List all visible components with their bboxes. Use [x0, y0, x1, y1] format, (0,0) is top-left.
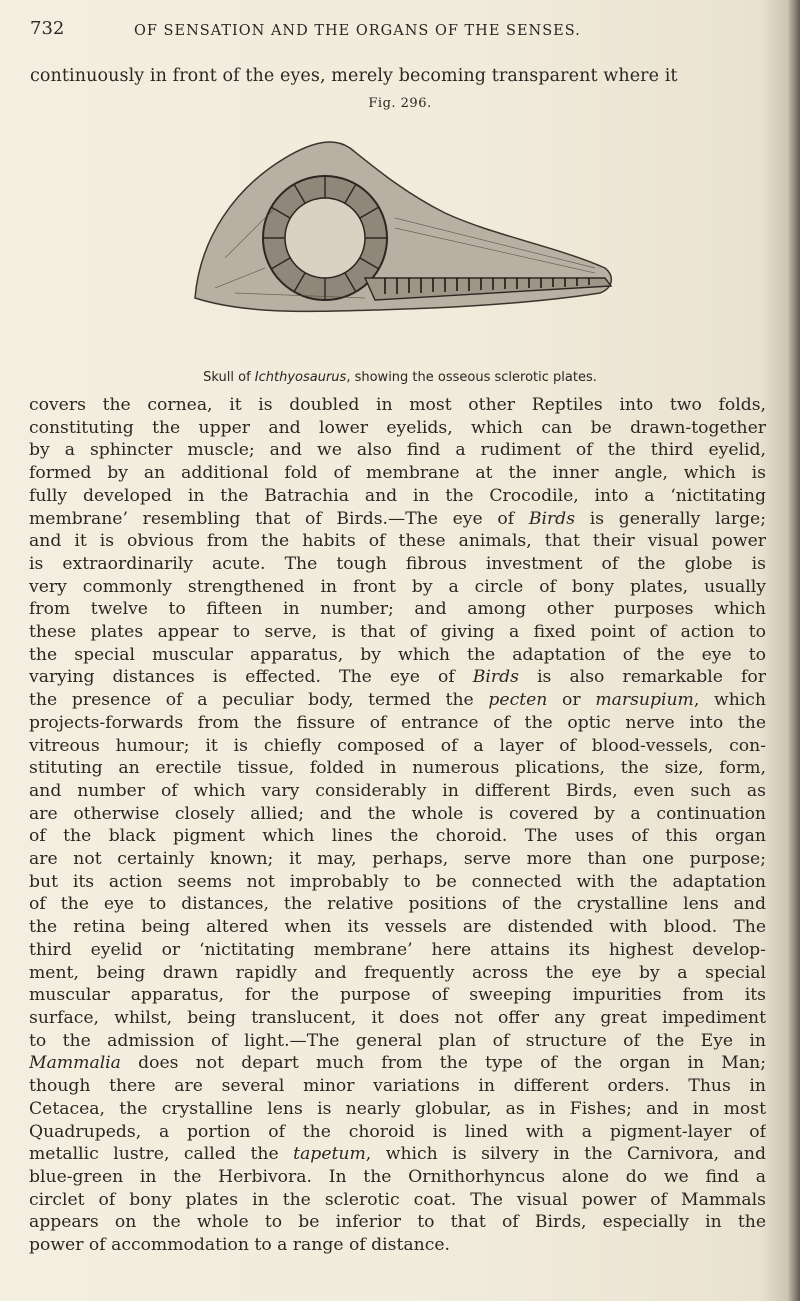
page-number: 732 — [30, 18, 65, 39]
caption-taxon: Ichthyosaurus — [254, 370, 347, 385]
text-line: and it is obvious from the habits of these animals, that their visual power — [29, 531, 766, 552]
text-line: Cetacea, the crystalline lens is nearly globular, as in Fishes; and in most — [29, 1098, 766, 1119]
text-line: though there are several minor variations in different orders. Thus in — [29, 1076, 766, 1097]
text-line: muscular apparatus, for the purpose of sweeping impurities from its — [29, 985, 766, 1006]
text-line: covers the cornea, it is doubled in most other Reptiles into two folds, — [29, 395, 766, 415]
text-line: is extraordinarily acute. The tough fibrous investment of the globe is — [29, 553, 766, 574]
text-line: the retina being altered when its vessels are distended with blood. The — [29, 917, 766, 938]
figure-label: Fig. 296. — [368, 96, 432, 111]
text-line: surface, whilst, being translucent, it does not offer any great impediment — [29, 1007, 766, 1028]
text-line: membrane’ resembling that of Birds.—The eye of Birds is generally large; — [29, 508, 766, 529]
text-line: are not certainly known; it may, perhaps, serve more than one purpose; — [29, 849, 766, 870]
text-line: formed by an additional fold of membrane at the inner angle, which is — [29, 463, 766, 484]
caption-suffix: , showing the osseous sclerotic plates. — [346, 370, 597, 385]
text-line: third eyelid or ‘nictitating membrane’ here attains its highest develop- — [29, 939, 766, 960]
text-line: power of accommodation to a range of distance. — [29, 1235, 450, 1256]
text-line: projects-forwards from the fissure of entrance of the optic nerve into the — [29, 712, 766, 733]
text-line: stituting an erectile tissue, folded in numerous plications, the size, form, — [29, 758, 766, 779]
figure-caption — [0, 370, 800, 385]
text-line: but its action seems not improbably to be connected with the adaptation — [29, 871, 766, 892]
ichthyosaurus-skull-illustration — [175, 118, 615, 350]
text-line: are otherwise closely allied; and the whole is covered by a continuation — [29, 803, 766, 824]
text-line: metallic lustre, called the tapetum, which is silvery in the Carnivora, and — [29, 1144, 766, 1165]
text-line: these plates appear to serve, is that of giving a fixed point of action to — [29, 622, 766, 643]
page-edge — [786, 0, 800, 1301]
text-line: and number of which vary considerably in different Birds, even such as — [29, 780, 766, 801]
text-line: the special muscular apparatus, by which the adaptation of the eye to — [29, 644, 766, 665]
page-header — [30, 18, 730, 48]
text-line: the presence of a peculiar body, termed the pecten or marsupium, which — [29, 690, 766, 711]
text-line: of the eye to distances, the relative positions of the crystalline lens and — [29, 894, 766, 915]
text-line: from twelve to fifteen in number; and among other purposes which — [29, 599, 766, 620]
text-line: varying distances is effected. The eye of Birds is also remarkable for — [29, 667, 766, 688]
text-line: appears on the whole to be inferior to that of Birds, especially in the — [29, 1212, 766, 1233]
running-head: OF SENSATION AND THE ORGANS OF THE SENSES. — [134, 23, 581, 39]
text-line: of the black pigment which lines the choroid. The uses of this organ — [29, 826, 766, 847]
text-line: Mammalia does not depart much from the type of the organ in Man; — [29, 1053, 766, 1074]
text-line: fully developed in the Batrachia and in the Crocodile, into a ‘nictitating — [29, 485, 766, 506]
text-line: to the admission of light.—The general plan of structure of the Eye in — [29, 1030, 766, 1051]
text-line: blue-green in the Herbivora. In the Ornithorhyncus alone do we find a — [29, 1166, 766, 1187]
text-line: constituting the upper and lower eyelids, which can be drawn-together — [29, 417, 766, 438]
text-line: circlet of bony plates in the sclerotic coat. The visual power of Mammals — [29, 1189, 766, 1210]
text-line: ment, being drawn rapidly and frequently across the eye by a special — [29, 962, 766, 983]
text-line: Quadrupeds, a portion of the choroid is lined with a pigment-layer of — [29, 1121, 766, 1142]
text-line: vitreous humour; it is chiefly composed of a layer of blood-vessels, con- — [29, 735, 766, 756]
body-text — [29, 394, 766, 1257]
text-line: very commonly strengthened in front by a circle of bony plates, usually — [29, 576, 766, 597]
caption-prefix: Skull of — [203, 370, 255, 385]
text-line: by a sphincter muscle; and we also find a rudiment of the third eyelid, — [29, 440, 766, 461]
continued-line: continuously in front of the eyes, merely becoming transparent where it — [30, 66, 678, 86]
